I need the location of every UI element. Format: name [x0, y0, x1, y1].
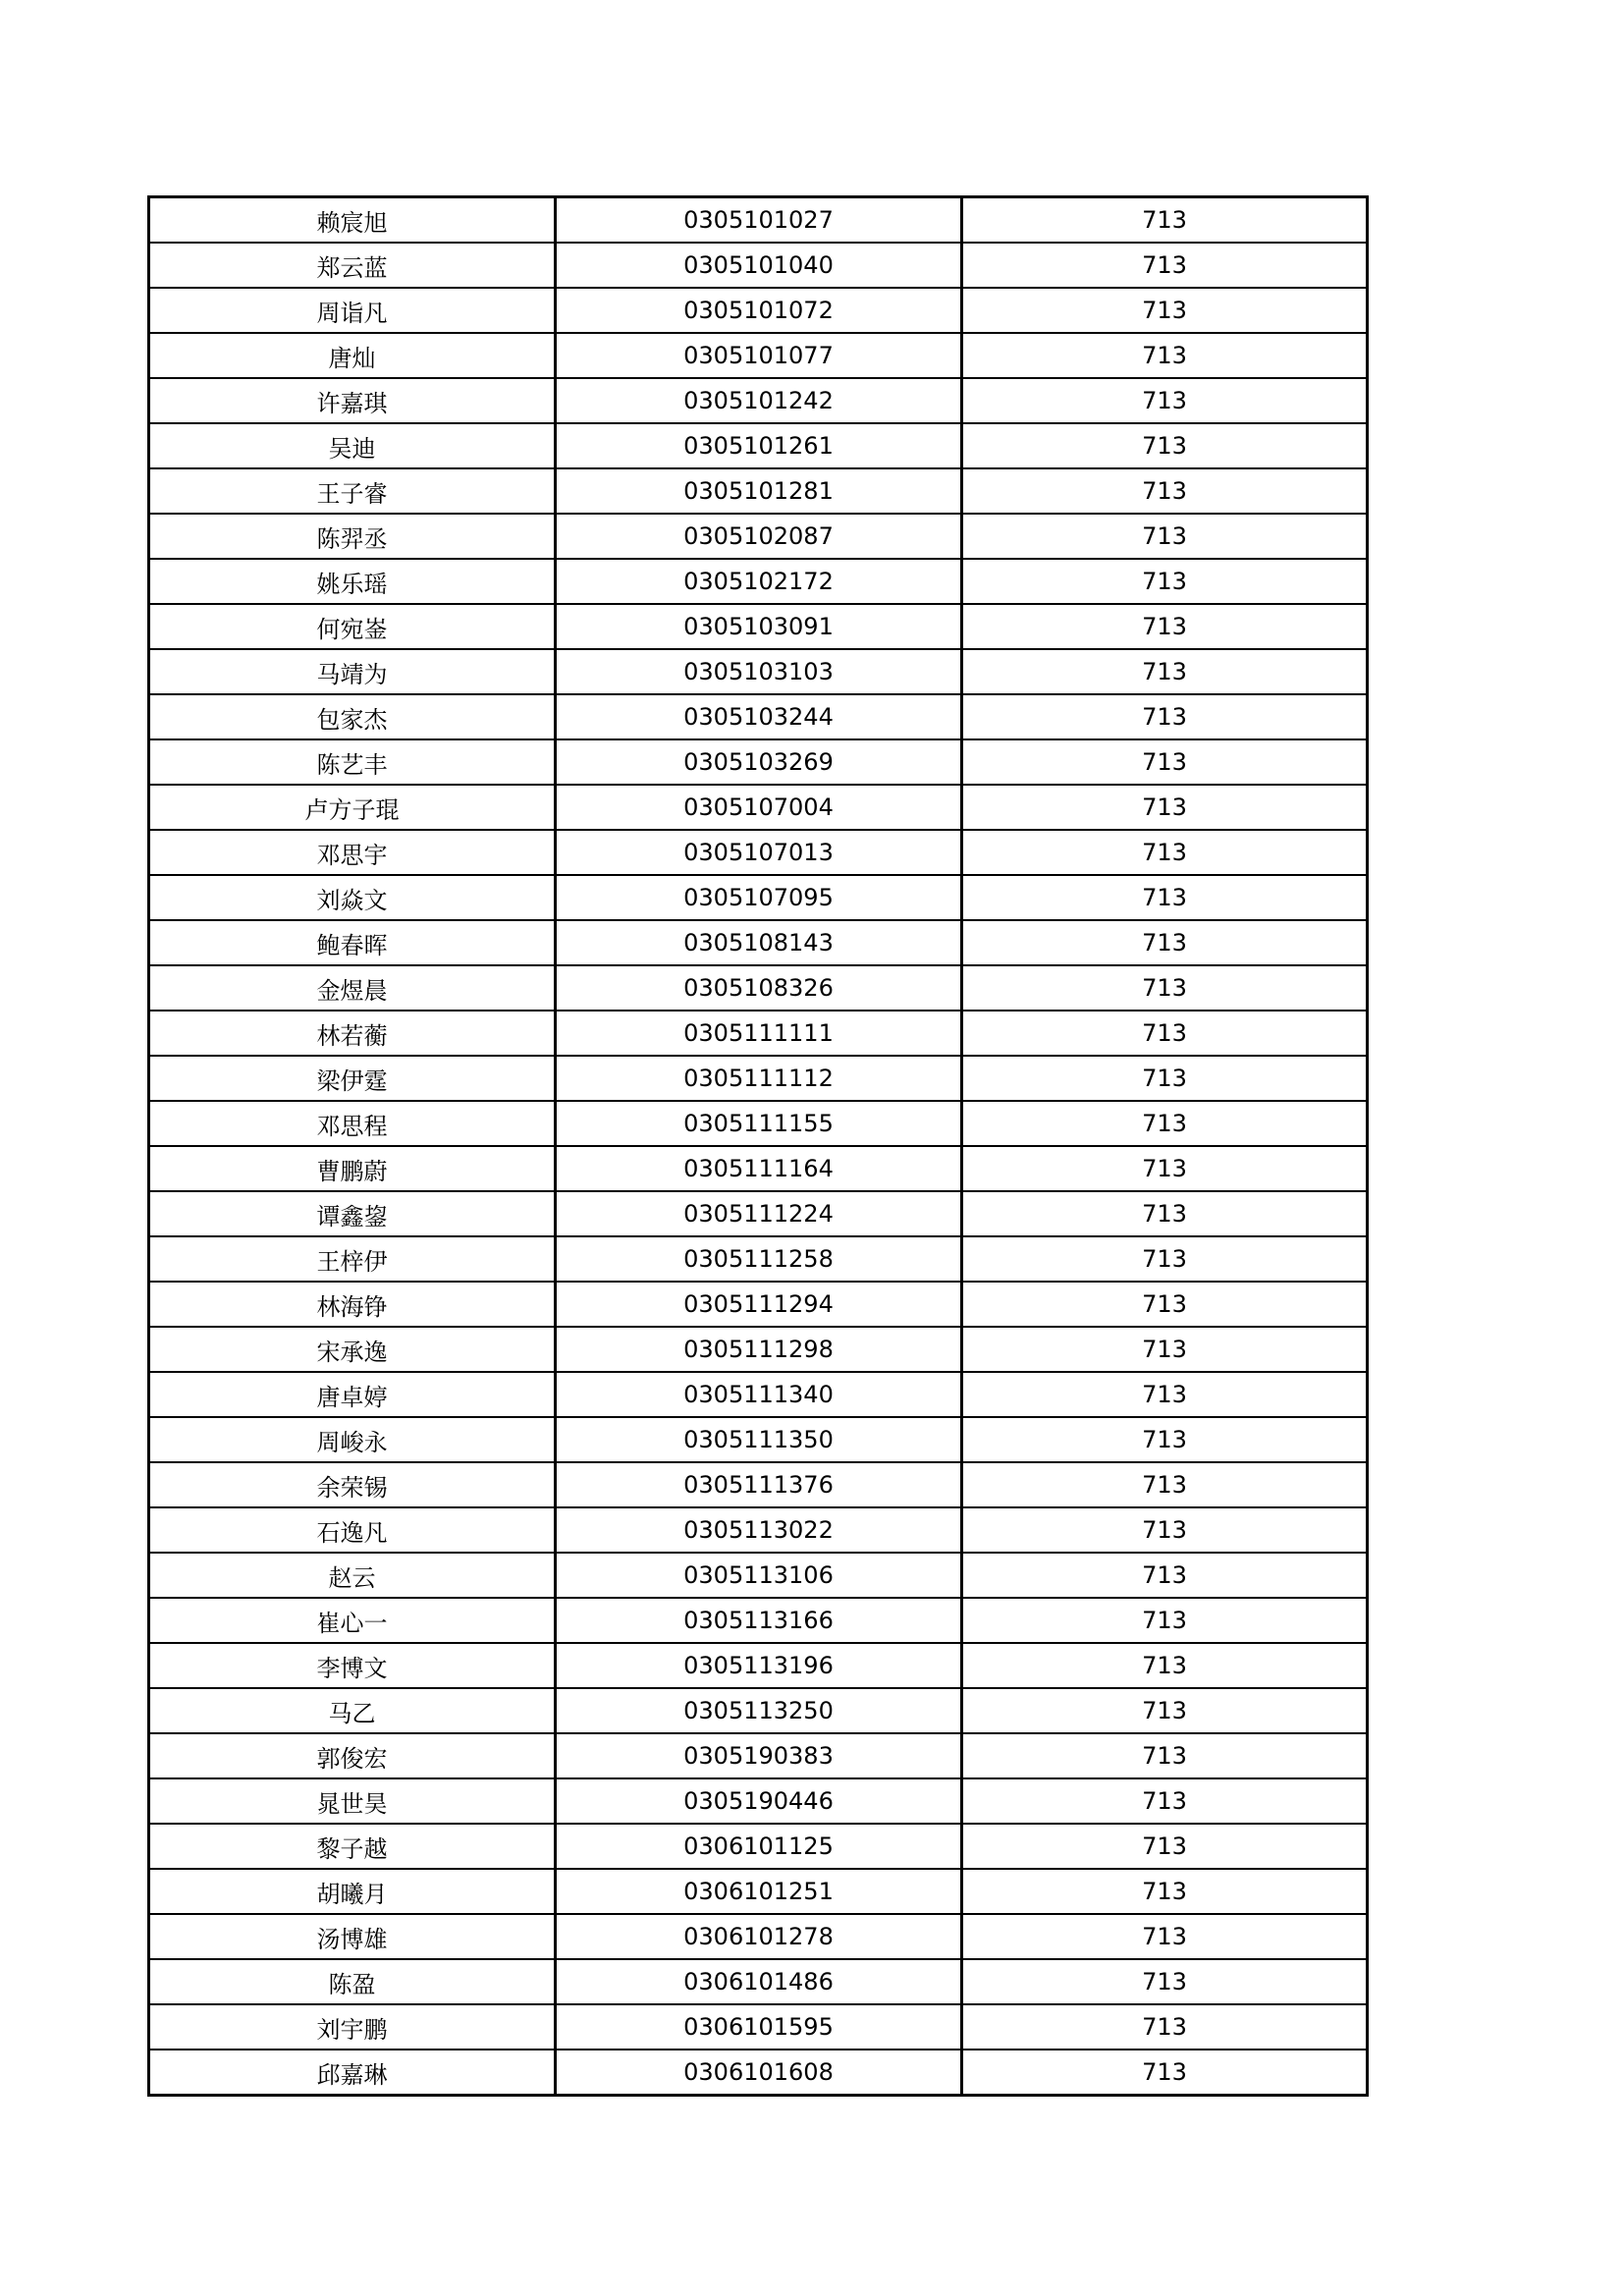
name-cell: 刘焱文 [149, 875, 556, 920]
id-cell: 0305190446 [556, 1778, 962, 1824]
name-cell: 石逸凡 [149, 1507, 556, 1553]
id-cell: 0305107013 [556, 830, 962, 875]
score-cell: 713 [962, 378, 1368, 423]
score-cell: 713 [962, 604, 1368, 649]
name-cell: 唐灿 [149, 333, 556, 378]
score-cell: 713 [962, 1507, 1368, 1553]
id-cell: 0305111112 [556, 1056, 962, 1101]
table-row [149, 468, 1368, 514]
name-cell: 郑云蓝 [149, 243, 556, 288]
id-cell: 0305108143 [556, 920, 962, 965]
score-cell: 713 [962, 739, 1368, 785]
table-row [149, 243, 1368, 288]
table-row [149, 1553, 1368, 1598]
name-cell: 唐卓婷 [149, 1372, 556, 1417]
table-row [149, 1011, 1368, 1056]
name-cell: 曹鹏蔚 [149, 1146, 556, 1191]
score-cell: 713 [962, 1462, 1368, 1507]
name-cell: 卢方子琨 [149, 785, 556, 830]
table-row [149, 378, 1368, 423]
table-row [149, 1959, 1368, 2004]
score-table [147, 195, 1369, 2097]
name-cell: 赖宸旭 [149, 197, 556, 244]
score-cell: 713 [962, 2004, 1368, 2050]
table-row [149, 1191, 1368, 1236]
score-cell: 713 [962, 1236, 1368, 1282]
table-row [149, 1824, 1368, 1869]
table-row [149, 1643, 1368, 1688]
score-cell: 713 [962, 875, 1368, 920]
id-cell: 0305103103 [556, 649, 962, 694]
table-row [149, 2050, 1368, 2096]
table-row [149, 288, 1368, 333]
table-row [149, 559, 1368, 604]
name-cell: 李博文 [149, 1643, 556, 1688]
id-cell: 0305111340 [556, 1372, 962, 1417]
name-cell: 金煜晨 [149, 965, 556, 1011]
score-cell: 713 [962, 965, 1368, 1011]
name-cell: 鲍春晖 [149, 920, 556, 965]
table-row [149, 739, 1368, 785]
score-cell: 713 [962, 1643, 1368, 1688]
table-row [149, 965, 1368, 1011]
table-row [149, 920, 1368, 965]
id-cell: 0305102172 [556, 559, 962, 604]
id-cell: 0305111350 [556, 1417, 962, 1462]
id-cell: 0305107095 [556, 875, 962, 920]
id-cell: 0305101040 [556, 243, 962, 288]
table-row [149, 1417, 1368, 1462]
id-cell: 0305111164 [556, 1146, 962, 1191]
name-cell: 王子睿 [149, 468, 556, 514]
score-cell: 713 [962, 333, 1368, 378]
id-cell: 0305111111 [556, 1011, 962, 1056]
table-row [149, 830, 1368, 875]
name-cell: 崔心一 [149, 1598, 556, 1643]
table-row [149, 604, 1368, 649]
score-cell: 713 [962, 694, 1368, 739]
id-cell: 0305107004 [556, 785, 962, 830]
name-cell: 林海铮 [149, 1282, 556, 1327]
score-cell: 713 [962, 1011, 1368, 1056]
id-cell: 0305101281 [556, 468, 962, 514]
table-row [149, 1282, 1368, 1327]
score-table-body [149, 197, 1368, 2096]
name-cell: 陈羿丞 [149, 514, 556, 559]
table-row [149, 1507, 1368, 1553]
score-cell: 713 [962, 423, 1368, 468]
score-cell: 713 [962, 1146, 1368, 1191]
score-cell: 713 [962, 514, 1368, 559]
id-cell: 0305111298 [556, 1327, 962, 1372]
table-row [149, 1056, 1368, 1101]
table-row [149, 785, 1368, 830]
name-cell: 马乙 [149, 1688, 556, 1733]
name-cell: 许嘉琪 [149, 378, 556, 423]
id-cell: 0306101608 [556, 2050, 962, 2096]
score-cell: 713 [962, 1914, 1368, 1959]
table-row [149, 1869, 1368, 1914]
table-row [149, 197, 1368, 244]
id-cell: 0305101027 [556, 197, 962, 244]
table-row [149, 1462, 1368, 1507]
score-cell: 713 [962, 1191, 1368, 1236]
table-row [149, 1688, 1368, 1733]
name-cell: 吴迪 [149, 423, 556, 468]
score-cell: 713 [962, 1869, 1368, 1914]
id-cell: 0305102087 [556, 514, 962, 559]
score-cell: 713 [962, 243, 1368, 288]
id-cell: 0306101278 [556, 1914, 962, 1959]
table-row [149, 1598, 1368, 1643]
table-row [149, 423, 1368, 468]
id-cell: 0306101595 [556, 2004, 962, 2050]
score-cell: 713 [962, 1327, 1368, 1372]
table-row [149, 1914, 1368, 1959]
score-cell: 713 [962, 559, 1368, 604]
name-cell: 邓思程 [149, 1101, 556, 1146]
name-cell: 梁伊霆 [149, 1056, 556, 1101]
id-cell: 0305111376 [556, 1462, 962, 1507]
name-cell: 余荣锡 [149, 1462, 556, 1507]
table-row [149, 1327, 1368, 1372]
id-cell: 0305111294 [556, 1282, 962, 1327]
id-cell: 0305113022 [556, 1507, 962, 1553]
table-row [149, 2004, 1368, 2050]
name-cell: 赵云 [149, 1553, 556, 1598]
table-row [149, 333, 1368, 378]
name-cell: 汤博雄 [149, 1914, 556, 1959]
score-cell: 713 [962, 1824, 1368, 1869]
table-row [149, 514, 1368, 559]
table-row [149, 694, 1368, 739]
name-cell: 谭鑫鋆 [149, 1191, 556, 1236]
name-cell: 周峻永 [149, 1417, 556, 1462]
score-cell: 713 [962, 1101, 1368, 1146]
id-cell: 0305190383 [556, 1733, 962, 1778]
id-cell: 0305111224 [556, 1191, 962, 1236]
table-row [149, 1236, 1368, 1282]
table-row [149, 875, 1368, 920]
score-cell: 713 [962, 1372, 1368, 1417]
name-cell: 刘宇鹏 [149, 2004, 556, 2050]
id-cell: 0306101125 [556, 1824, 962, 1869]
table-row [149, 649, 1368, 694]
score-cell: 713 [962, 1598, 1368, 1643]
id-cell: 0305101077 [556, 333, 962, 378]
score-cell: 713 [962, 1417, 1368, 1462]
score-cell: 713 [962, 197, 1368, 244]
id-cell: 0305113106 [556, 1553, 962, 1598]
name-cell: 陈盈 [149, 1959, 556, 2004]
score-cell: 713 [962, 1282, 1368, 1327]
id-cell: 0305103091 [556, 604, 962, 649]
id-cell: 0305113196 [556, 1643, 962, 1688]
score-cell: 713 [962, 2050, 1368, 2096]
name-cell: 郭俊宏 [149, 1733, 556, 1778]
id-cell: 0305101072 [556, 288, 962, 333]
name-cell: 晁世昊 [149, 1778, 556, 1824]
id-cell: 0305108326 [556, 965, 962, 1011]
score-cell: 713 [962, 1688, 1368, 1733]
name-cell: 周诣凡 [149, 288, 556, 333]
id-cell: 0305101242 [556, 378, 962, 423]
table-row [149, 1146, 1368, 1191]
name-cell: 陈艺丰 [149, 739, 556, 785]
score-cell: 713 [962, 649, 1368, 694]
score-cell: 713 [962, 468, 1368, 514]
name-cell: 宋承逸 [149, 1327, 556, 1372]
table-row [149, 1101, 1368, 1146]
id-cell: 0306101486 [556, 1959, 962, 2004]
score-cell: 713 [962, 830, 1368, 875]
score-cell: 713 [962, 785, 1368, 830]
score-cell: 713 [962, 1959, 1368, 2004]
name-cell: 黎子越 [149, 1824, 556, 1869]
name-cell: 包家杰 [149, 694, 556, 739]
name-cell: 胡曦月 [149, 1869, 556, 1914]
name-cell: 王梓伊 [149, 1236, 556, 1282]
name-cell: 何宛崟 [149, 604, 556, 649]
name-cell: 马靖为 [149, 649, 556, 694]
table-row [149, 1778, 1368, 1824]
name-cell: 邱嘉琳 [149, 2050, 556, 2096]
name-cell: 林若蘅 [149, 1011, 556, 1056]
name-cell: 姚乐瑶 [149, 559, 556, 604]
table-row [149, 1372, 1368, 1417]
score-cell: 713 [962, 288, 1368, 333]
name-cell: 邓思宇 [149, 830, 556, 875]
score-cell: 713 [962, 1733, 1368, 1778]
id-cell: 0305111155 [556, 1101, 962, 1146]
id-cell: 0305113250 [556, 1688, 962, 1733]
id-cell: 0305113166 [556, 1598, 962, 1643]
score-cell: 713 [962, 1553, 1368, 1598]
score-cell: 713 [962, 1778, 1368, 1824]
id-cell: 0305103269 [556, 739, 962, 785]
id-cell: 0305103244 [556, 694, 962, 739]
id-cell: 0306101251 [556, 1869, 962, 1914]
score-cell: 713 [962, 920, 1368, 965]
id-cell: 0305101261 [556, 423, 962, 468]
score-cell: 713 [962, 1056, 1368, 1101]
table-row [149, 1733, 1368, 1778]
id-cell: 0305111258 [556, 1236, 962, 1282]
